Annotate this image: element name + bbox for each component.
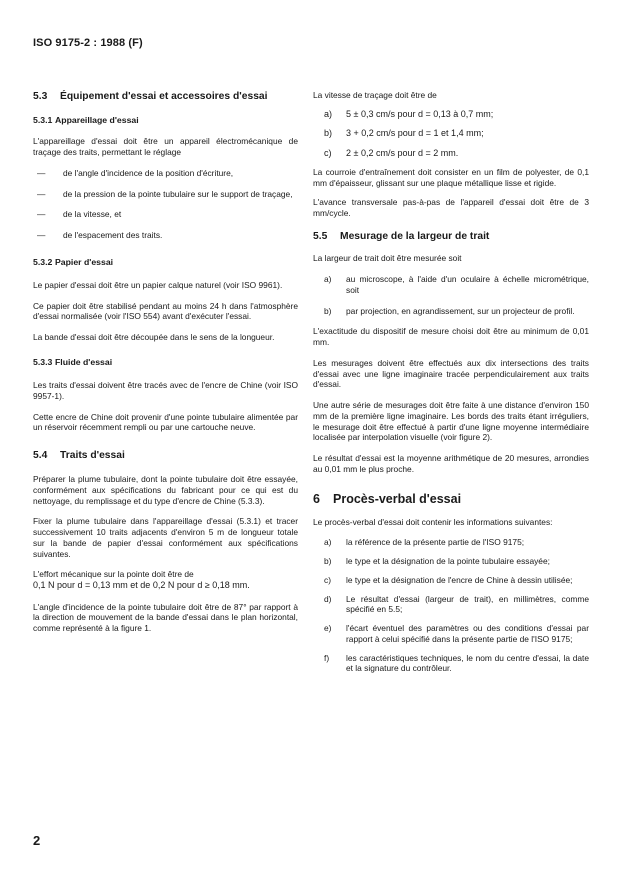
section-title: Fluide d'essai: [55, 356, 113, 367]
list-item-text: le type et la désignation de la pointe tubulaire essayée;: [346, 556, 550, 567]
section-number: 5.3.2: [33, 256, 53, 267]
section-5-4-heading: [33, 449, 298, 462]
paragraph: La bande d'essai doit être découpée dans le sens de la longueur.: [33, 332, 275, 343]
list-item: [313, 109, 589, 121]
dash-marker: —: [37, 230, 46, 241]
section-number: 5.5: [313, 231, 328, 243]
list-item-label: b): [324, 305, 332, 316]
paragraph: L'angle d'incidence de la pointe tubulaire doit être de 87° par rapport à la direction de mouvement de la bande d'essai dans le plan horizontal, comme représenté à la figure 1.: [33, 601, 298, 634]
list-item-label: d): [324, 593, 332, 604]
list-item-text: de l'espacement des traits.: [63, 230, 163, 241]
section-6-heading: [313, 491, 589, 507]
paragraph: Les traits d'essai doivent être tracés avec de l'encre de Chine (voir ISO 9957-1).: [33, 380, 298, 401]
list-item-text: au microscope, à l'aide d'un oculaire à échelle micrométrique, soit: [346, 274, 589, 295]
list-item: [313, 594, 589, 616]
dash-marker: —: [37, 209, 46, 220]
section-5-3-1-heading: [33, 115, 298, 126]
list-item: [313, 306, 589, 317]
paragraph: Le procès-verbal d'essai doit contenir les informations suivantes:: [313, 516, 553, 527]
list-item-label: c): [324, 574, 331, 585]
section-title: Appareillage d'essai: [55, 115, 139, 126]
list-item-text: de l'angle d'incidence de la position d'écriture,: [63, 167, 234, 178]
list-item: [313, 653, 589, 675]
list-item-text: de la pression de la pointe tubulaire sur le support de traçage,: [63, 188, 293, 199]
list-item-text: 3 + 0,2 cm/s pour d = 1 et 1,4 mm;: [346, 128, 484, 139]
list-item: [33, 189, 298, 200]
list-item-text: de la vitesse, et: [63, 209, 122, 220]
dash-marker: —: [37, 167, 46, 178]
section-5-3-3-heading: [33, 357, 298, 368]
list-item: [313, 556, 589, 567]
section-title: Équipement d'essai et accessoires d'essai: [60, 91, 268, 102]
formula-line: 0,1 N pour d = 0,13 mm et de 0,2 N pour d ≥ 0,18 mm.: [33, 580, 250, 591]
list-item-text: les caractéristiques techniques, le nom du centre d'essai, la date et la signature du contrôleur.: [346, 652, 589, 674]
section-number: 5.4: [33, 450, 48, 462]
paragraph: Le papier d'essai doit être un papier calque naturel (voir ISO 9961).: [33, 279, 283, 290]
list-item-text: 2 ± 0,2 cm/s pour d = 2 mm.: [346, 147, 459, 158]
paragraph: La largeur de trait doit être mesurée soit: [313, 253, 462, 264]
section-title: Traits d'essai: [60, 450, 125, 462]
paragraph: L'exactitude du dispositif de mesure choisi doit être au minimum de 0,01 mm.: [313, 326, 589, 348]
paragraph: Fixer la plume tubulaire dans l'appareillage d'essai (5.3.1) et tracer successivement 10 traits adjacents d'environ 5 m de longueur totale sur la bande de papier d'essai conformément aux spécifications suivantes.: [33, 516, 298, 559]
section-number: 6: [313, 491, 320, 506]
right-column: [313, 90, 589, 674]
section-title: Papier d'essai: [55, 256, 114, 267]
section-number: 5.3.1: [33, 115, 53, 126]
list-item-label: f): [324, 652, 330, 663]
list-item-text: 5 ± 0,3 cm/s pour d = 0,13 à 0,7 mm;: [346, 108, 494, 119]
paragraph: Cette encre de Chine doit provenir d'une pointe tubulaire alimentée par un réservoir récemment rempli ou par une cartouche neuve.: [33, 411, 298, 433]
list-item-label: b): [324, 556, 332, 567]
list-item-label: c): [324, 147, 332, 158]
list-item: [33, 230, 298, 241]
document-header: ISO 9175-2 : 1988 (F): [33, 37, 143, 49]
paragraph: Préparer la plume tubulaire, dont la pointe tubulaire doit être essayée, conformément aux spécifications du fabricant pour ce qui est du nettoyage, du remplissage et du type d'encre de Chine (5.3.3).: [33, 474, 298, 506]
paragraph: La vitesse de traçage doit être de: [313, 90, 437, 100]
list-item: [313, 575, 589, 586]
list-item-label: a): [324, 108, 333, 119]
list-item: [33, 209, 298, 220]
section-5-5-heading: [313, 230, 589, 243]
paragraph: La courroie d'entraînement doit consister en un film de polyester, de 0,1 mm d'épaisseur, glissant sur une plaque métallique lisse et rigide.: [313, 167, 589, 189]
paragraph: L'appareillage d'essai doit être un appareil électromécanique de traçage des traits, permettant le réglage: [33, 136, 298, 158]
section-number: 5.3.3: [33, 356, 53, 367]
paragraph: Les mesurages doivent être effectués aux dix intersections des traits d'essai avec une ligne imaginaire tracée perpendiculairement aux traits d'essai.: [313, 357, 589, 390]
list-item-label: e): [324, 623, 332, 634]
section-title: Mesurage de la largeur de trait: [340, 231, 490, 243]
list-item: [313, 128, 589, 140]
list-item: [313, 537, 589, 548]
paragraph: Ce papier doit être stabilisé pendant au moins 24 h dans l'atmosphère d'essai normalisée (voir l'ISO 554) avant d'exécuter l'essai.: [33, 300, 298, 322]
page-number: 2: [33, 833, 41, 848]
paragraph: Une autre série de mesurages doit être faite à une distance d'environ 150 mm de la première ligne imaginaire. Les bords des traits étant irréguliers, le mesurage doit être effectué à partir d'une ligne moyenne intermédiaire localisée par interpolation visuelle (voir figure 2).: [313, 400, 589, 443]
list-item-text: par projection, en agrandissement, sur un projecteur de profil.: [346, 305, 575, 316]
list-item-text: la référence de la présente partie de l'ISO 9175;: [346, 537, 525, 548]
paragraph: L'avance transversale pas-à-pas de l'appareil d'essai doit être de 3 mm/cycle.: [313, 196, 589, 218]
list-item-label: a): [324, 537, 332, 548]
list-item-text: le type et la désignation de l'encre de Chine à dessin utilisée;: [346, 574, 573, 585]
section-number: 5.3: [33, 91, 48, 102]
list-item-label: a): [324, 274, 332, 285]
list-item-text: l'écart éventuel des paramètres ou des conditions d'essai par rapport à celui spécifié dans la présente partie de l'ISO 9175;: [346, 623, 589, 644]
paragraph: Le résultat d'essai est la moyenne arithmétique de 20 mesures, arrondies au 0,01 mm le plus proche.: [313, 453, 589, 474]
list-item: [33, 168, 298, 179]
section-5-3-2-heading: [33, 257, 298, 268]
paragraph: L'effort mécanique sur la pointe doit être de: [33, 569, 194, 580]
list-item-label: b): [324, 128, 333, 139]
left-column: [33, 90, 298, 634]
list-item: [313, 623, 589, 645]
list-item: [313, 148, 589, 160]
section-5-3-heading: [33, 90, 298, 103]
section-title: Procès-verbal d'essai: [333, 491, 462, 506]
dash-marker: —: [37, 188, 46, 199]
list-item: [313, 274, 589, 296]
list-item-text: Le résultat d'essai (largeur de trait), en millimètres, comme spécifié en 5.5;: [346, 593, 589, 615]
